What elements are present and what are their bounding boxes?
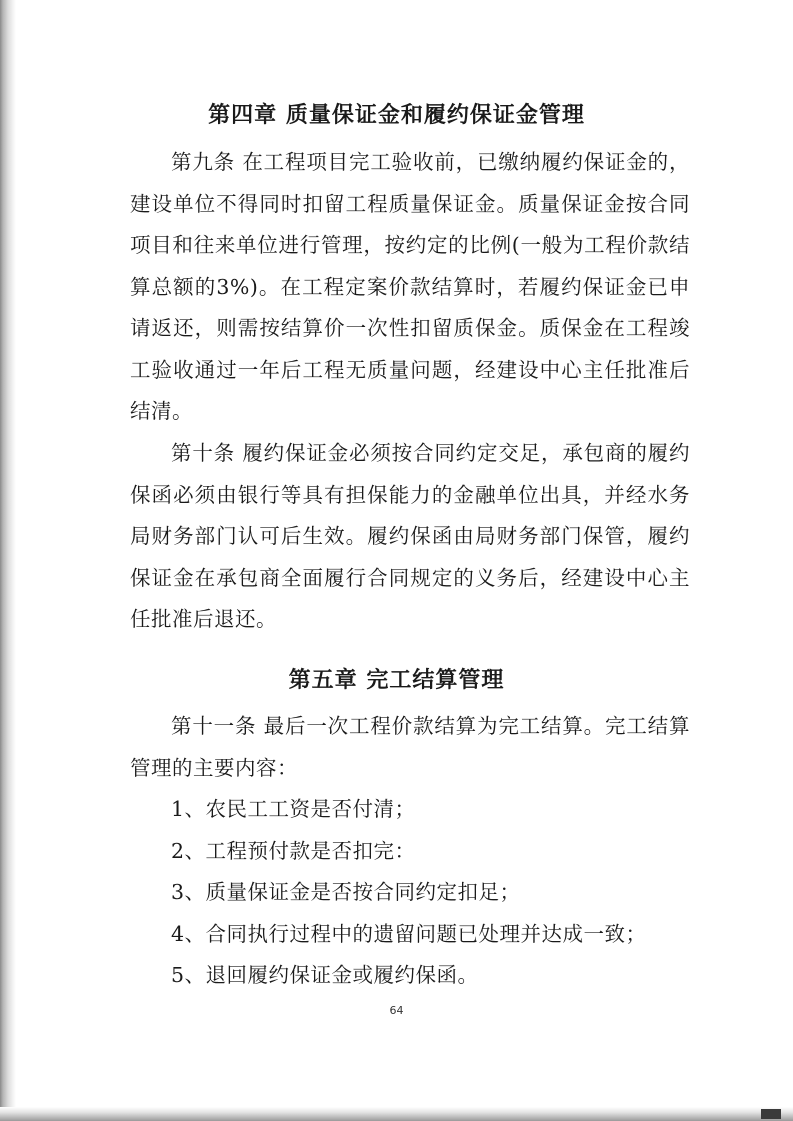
list-item: 1、农民工工资是否付清； (171, 797, 416, 821)
article-9-paragraph: 第九条 在工程项目完工验收前，已缴纳履约保证金的，建设单位不得同时扣留工程质量保证金。质量保证金按合同项目和往来单位进行管理，按约定的比例(一般为工程价款结算总额的3%)。在工程定案价款结算时，若履约保证金已申请返还，则需按结算价一次性扣留质保金。质保金在工程竣工验收通过一年后工程无质量问题，经建设中心主任批准后结清。 (130, 150, 690, 423)
chapter-5-title: 第五章 完工结算管理 (288, 668, 505, 693)
article-10-paragraph: 第十条 履约保证金必须按合同约定交足，承包商的履约保函必须由银行等具有担保能力的金融单位出具，并经水务局财务部门认可后生效。履约保函由局财务部门保管，履约保证金在承包商全面履行合同规定的义务后，经建设中心主任批准后退还。 (130, 441, 690, 631)
list-item: 3、质量保证金是否按合同约定扣足； (171, 880, 521, 904)
page-number: 64 (389, 1004, 404, 1017)
settlement-content-list (130, 789, 690, 997)
chapter-4-title: 第四章 质量保证金和履约保证金管理 (208, 103, 585, 128)
list-item: 5、退回履约保证金或履约保函。 (171, 963, 479, 987)
list-item: 2、工程预付款是否扣完： (171, 838, 416, 863)
list-item: 4、合同执行过程中的遗留问题已处理并达成一致； (171, 921, 647, 946)
article-11-paragraph: 第十一条 最后一次工程价款结算为完工结算。完工结算管理的主要内容： (130, 714, 690, 780)
